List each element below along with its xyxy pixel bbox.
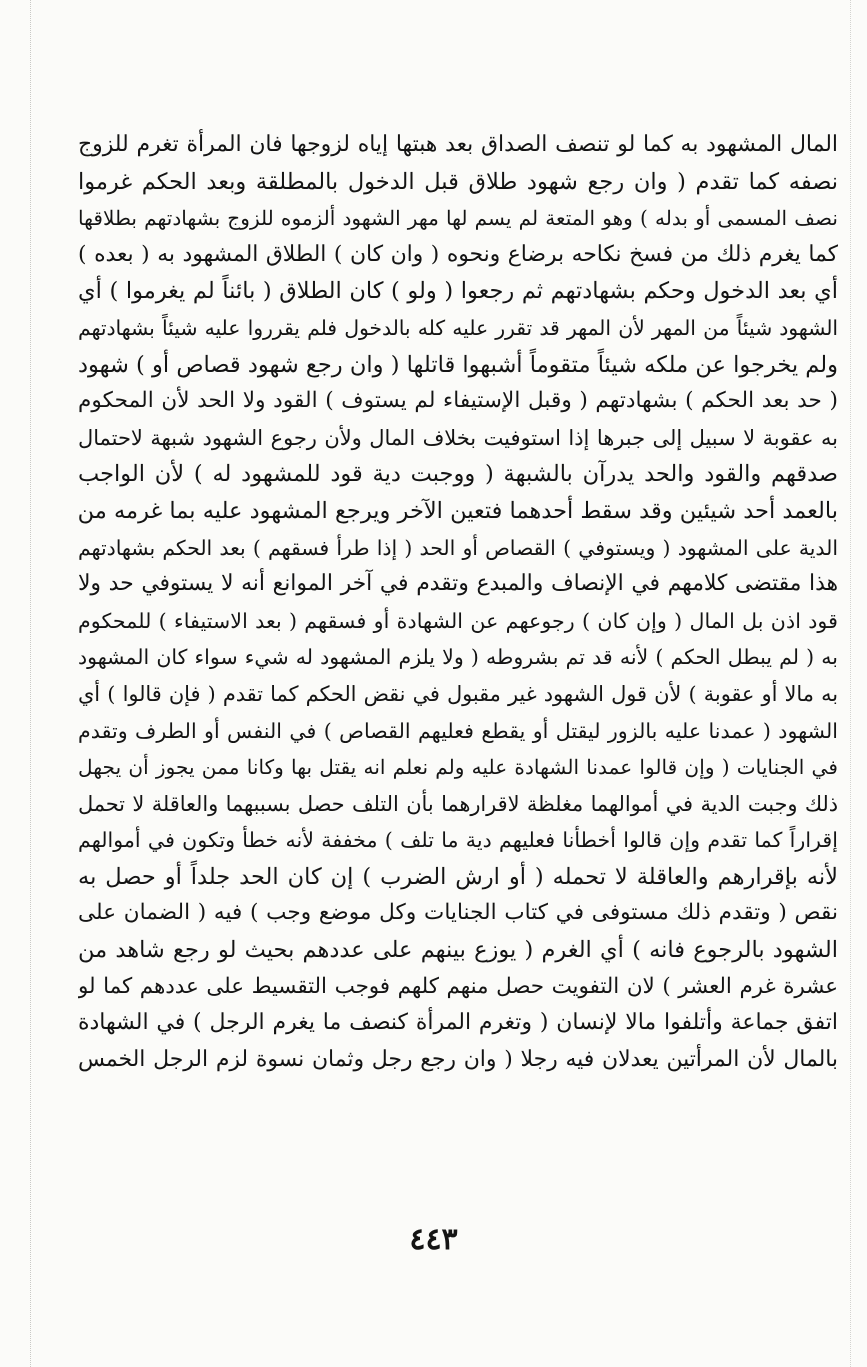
text-line: كما يغرم ذلك من فسخ نكاحه برضاع ونحوه ( وان كان ) الطلاق المشهود به ( بعده )	[78, 241, 838, 267]
text-line: به ( لم يبطل الحكم ) لأنه قد تم بشروطه ( ولا يلزم المشهود له شيء سواء كان المشهود	[78, 645, 838, 670]
text-line: اتفق جماعة وأتلفوا مالا لإنسان ( وتغرم المرأة كنصف ما يغرم الرجل ) في الشهادة	[78, 1010, 838, 1036]
text-line: الدية على المشهود ( ويستوفي ) القصاص أو الحد ( إذا طرأ فسقهم ) بعد الحكم بشهادتهم	[78, 535, 838, 560]
text-line: صدقهم والقود والحد يدرآن بالشبهة ( ووجبت دية قود للمشهود له ) لأن الواجب	[78, 461, 838, 488]
scan-edge-right	[850, 0, 852, 1367]
text-line: نقص ( وتقدم ذلك مستوفى في كتاب الجنايات وكل موضع وجب ) فيه ( الضمان على	[78, 900, 838, 926]
text-line: ( حد بعد الحكم ) بشهادتهم ( وقبل الإستيفاء لم يستوف ) القود ولا الحد لأن المحكوم	[78, 388, 838, 414]
text-line: أي بعد الدخول وحكم بشهادتهم ثم رجعوا ( ولو ) كان الطلاق ( بائناً لم يغرموا ) أي	[78, 278, 838, 305]
text-line: لأنه بإقرارهم والعاقلة لا تحمله ( أو ارش الضرب ) إن كان الحد جلداً أو حصل به	[78, 863, 838, 890]
text-line: ذلك وجبت الدية في أموالهما مغلظة لاقرارهما بأن التلف حصل بسببهما والعاقلة لا تحمل	[78, 791, 838, 816]
text-line: بالمال لأن المرأتين يعدلان فيه رجلا ( وان رجع رجل وثمان نسوة لزم الرجل الخمس	[78, 1046, 838, 1072]
text-line: إقراراً كما تقدم وإن قالوا أخطأنا فعليهم دية ما تلف ) مخففة لأنه خطأ وتكون في أموالهم	[78, 828, 838, 853]
text-line: الشهود بالرجوع فانه ) أي الغرم ( يوزع بينهم على عددهم بحيث لو رجع شاهد من	[78, 937, 838, 964]
text-line: به عقوبة لا سبيل إلى جبرها إذا استوفيت بخلاف المال ولأن رجوع الشهود شبهة لاحتمال	[78, 425, 838, 450]
text-line: قود اذن بل المال ( وإن كان ) رجوعهم عن الشهادة أو فسقهم ( بعد الاستيفاء ) للمحكوم	[78, 608, 838, 633]
text-line: الشهود شيئاً من المهر لأن المهر قد تقرر عليه كله بالدخول فلم يقرروا عليه شيئاً بشهادتهم	[78, 315, 838, 340]
text-line: المال المشهود به كما لو تنصف الصداق بعد هبتها إياه لزوجها فان المرأة تغرم للزوج	[78, 132, 838, 157]
page-number: ٤٤٣	[409, 1222, 458, 1257]
text-line: ولم يخرجوا عن ملكه شيئاً متقوماً أشبهوا قاتلها ( وان رجع شهود قصاص أو ) شهود	[78, 351, 838, 378]
text-line: عشرة غرم العشر ) لان التفويت حصل منهم كلهم فوجب التقسيط على عددهم كما لو	[78, 973, 838, 999]
text-line: الشهود ( عمدنا عليه بالزور ليقتل أو يقطع فعليهم القصاص ) في النفس أو الطرف وتقدم	[78, 718, 838, 743]
text-line: به مالا أو عقوبة ) لأن قول الشهود غير مقبول في نقض الحكم كما تقدم ( فإن قالوا ) أي	[78, 681, 838, 706]
scan-edge-left	[30, 0, 32, 1367]
body-text	[78, 127, 838, 1078]
text-line: هذا مقتضى كلامهم في الإنصاف والمبدع وتقدم في آخر الموانع أنه لا يستوفي حد ولا	[78, 571, 838, 597]
text-line: بالعمد أحد شيئين وقد سقط أحدهما فتعين الآخر ويرجع المشهود عليه بما غرمه من	[78, 497, 838, 524]
text-line: في الجنايات ( وإن قالوا عمدنا الشهادة عليه ولم نعلم انه يقتل بها وكانا ممن يجوز أن يجهل	[78, 755, 838, 780]
text-line: نصفه كما تقدم ( وان رجع شهود طلاق قبل الدخول بالمطلقة وبعد الحكم غرموا	[78, 168, 838, 195]
text-line: نصف المسمى أو بدله ) وهو المتعة لم يسم لها مهر الشهود ألزموه للزوج بشهادتهم بطلاقها	[78, 206, 838, 231]
